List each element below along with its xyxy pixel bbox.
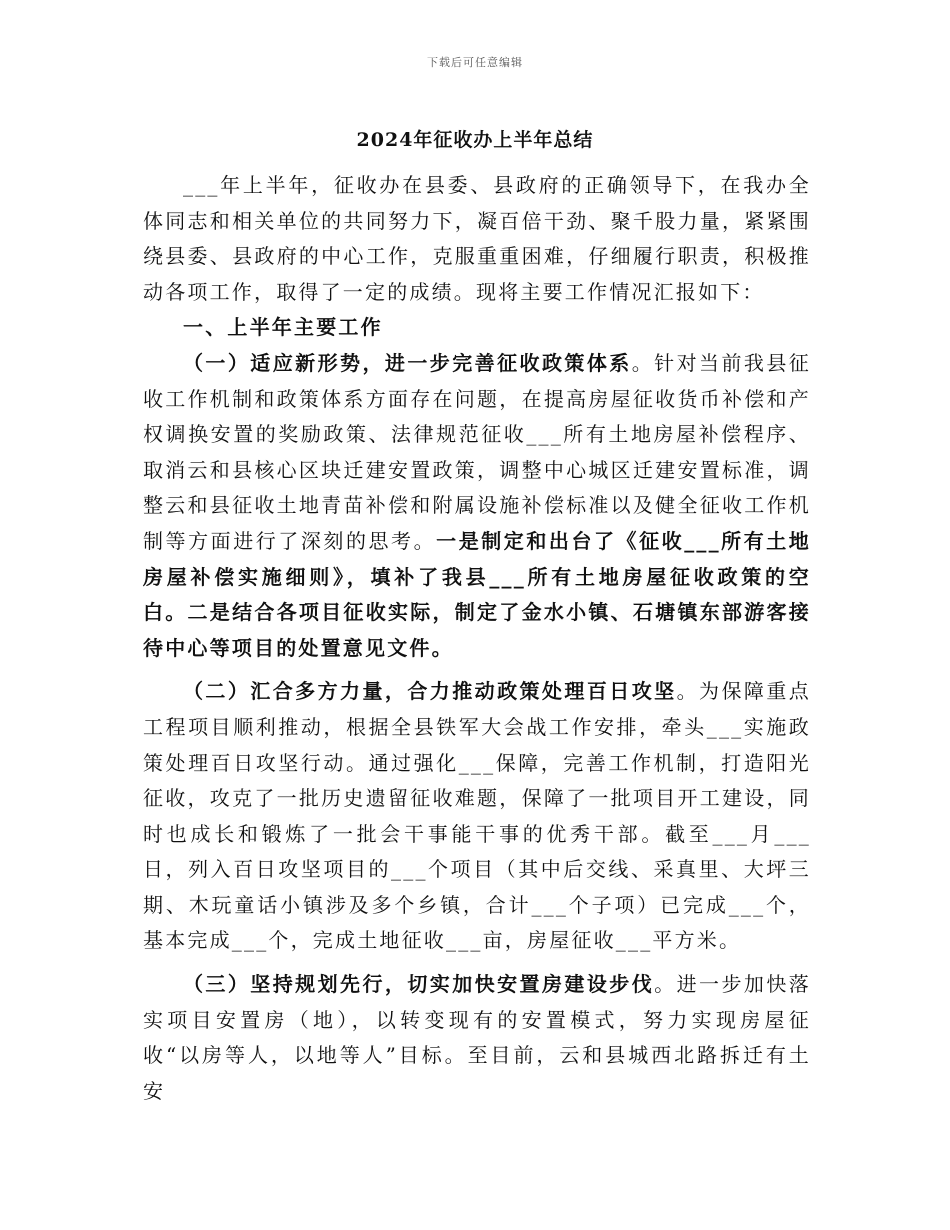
item-3-heading: （三）坚持规划先行，切实加快安置房建设步伐 (183, 972, 655, 997)
document-body (143, 168, 811, 1109)
item-2-heading: （二）汇合多方力量，合力推动政策处理百日攻坚 (183, 679, 677, 704)
item-2-paragraph (143, 674, 811, 959)
document-title: 2024年征收办上半年总结 (356, 129, 594, 151)
item-1-text: 。针对当前我县征收工作机制和政策体系方面存在问题，在提高房屋征收货币补偿和产权调换安置的奖励政策、法律规范征收___所有土地房屋补偿程序、取消云和县核心区块迁建安置政策，调整中心城区迁建安置标准，调整云和县征收土地青苗补偿和附属设施补偿标准以及健全征收工作机制等方面进行了深刻的思考。 (143, 350, 811, 553)
item-1-heading: （一）适应新形势，进一步完善征收政策体系 (183, 350, 632, 375)
item-1-paragraph (143, 346, 811, 666)
item-2-text: 。为保障重点工程项目顺利推动，根据全县铁军大会战工作安排，牵头___实施政策处理百日攻坚行动。通过强化___保障，完善工作机制，打造阳光征收，攻克了一批历史遗留征收难题，保障了一批项目开工建设，同时也成长和锻炼了一批会干事能干事的优秀干部。截至___月___日，列入百日攻坚项目的___个项目（其中后交线、采真里、大坪三期、木玩童话小镇涉及多个乡镇，合计___个子项）已完成___个，基本完成___个，完成土地征收___亩，房屋征收___平方米。 (143, 679, 811, 953)
header-note: 下载后可任意编辑 (427, 56, 523, 69)
intro-paragraph: ___年上半年，征收办在县委、县政府的正确领导下，在我办全体同志和相关单位的共同努力下，凝百倍干劲、聚千股力量，紧紧围绕县委、县政府的中心工作，克服重重困难，仔细履行职责，积极推动各项工作，取得了一定的成绩。现将主要工作情况汇报如下： (143, 173, 811, 304)
item-1-bold-text: 一是制定和出台了《征收___所有土地房屋补偿实施细则》，填补了我县___所有土地房屋征收政策的空白。二是结合各项目征收实际，制定了金水小镇、石塘镇东部游客接待中心等项目的处置意见文件。 (143, 528, 811, 660)
section-heading: 一、上半年主要工作 (183, 315, 383, 340)
item-3-paragraph (143, 967, 811, 1109)
item-3-text: 。进一步加快落实项目安置房（地），以转变现有的安置模式，努力实现房屋征收“以房等人，以地等人”目标。至目前，云和县城西北路拆迁有土安 (143, 972, 811, 1103)
